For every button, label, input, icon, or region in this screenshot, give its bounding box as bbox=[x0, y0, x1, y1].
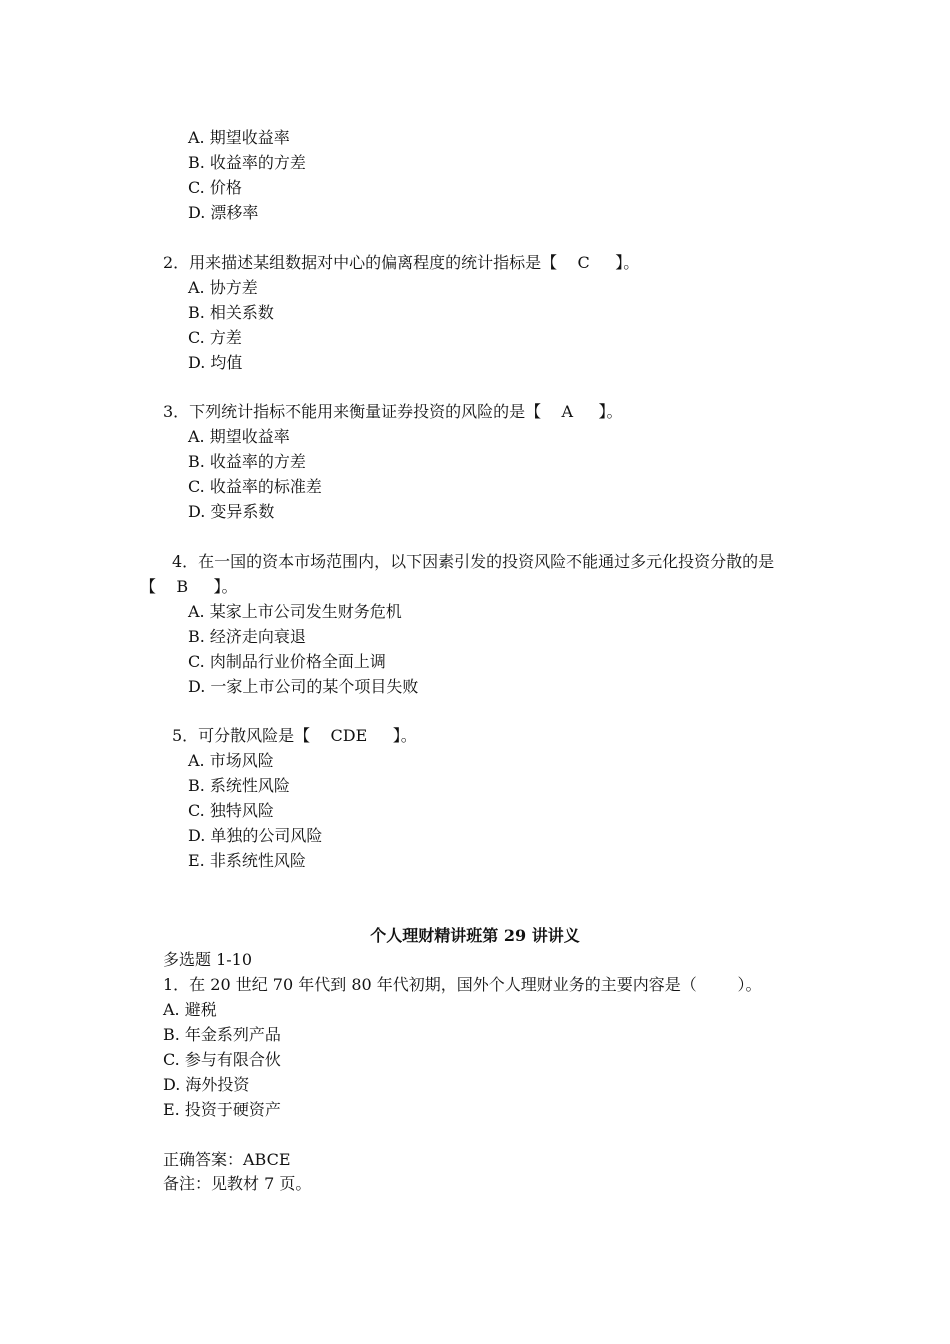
q4-option-d: D. 一家上市公司的某个项目失败 bbox=[188, 677, 419, 696]
q4-option-a: A. 某家上市公司发生财务危机 bbox=[188, 602, 402, 621]
section-title: 个人理财精讲班第 29 讲讲义 bbox=[370, 926, 580, 945]
q1-option-a: A. 期望收益率 bbox=[188, 128, 290, 147]
q3-option-a: A. 期望收益率 bbox=[188, 427, 290, 446]
q5-option-b: B. 系统性风险 bbox=[188, 776, 290, 795]
section-option-e: E. 投资于硬资产 bbox=[163, 1100, 281, 1119]
q1-option-b: B. 收益率的方差 bbox=[188, 153, 306, 172]
q2-option-d: D. 均值 bbox=[188, 353, 243, 372]
q2-option-b: B. 相关系数 bbox=[188, 303, 274, 322]
q3-option-d: D. 变异系数 bbox=[188, 502, 275, 521]
q5-option-c: C. 独特风险 bbox=[188, 801, 274, 820]
q4-stem-line1: 4．在一国的资本市场范围内，以下因素引发的投资风险不能通过多元化投资分散的是 bbox=[172, 552, 775, 571]
q3-option-b: B. 收益率的方差 bbox=[188, 452, 306, 471]
section-option-c: C. 参与有限合伙 bbox=[163, 1050, 281, 1069]
q5-option-a: A. 市场风险 bbox=[188, 751, 274, 770]
q2-option-c: C. 方差 bbox=[188, 328, 242, 347]
q5-option-d: D. 单独的公司风险 bbox=[188, 826, 323, 845]
section-option-a: A. 避税 bbox=[163, 1000, 217, 1019]
q3-stem: 3．下列统计指标不能用来衡量证券投资的风险的是【 A 】。 bbox=[163, 402, 623, 421]
q3-option-c: C. 收益率的标准差 bbox=[188, 477, 322, 496]
q2-stem: 2．用来描述某组数据对中心的偏离程度的统计指标是【 C 】。 bbox=[163, 253, 640, 272]
section-question-stem: 1．在 20 世纪 70 年代到 80 年代初期，国外个人理财业务的主要内容是（ ）。 bbox=[163, 975, 762, 994]
section-option-b: B. 年金系列产品 bbox=[163, 1025, 281, 1044]
section-option-d: D. 海外投资 bbox=[163, 1075, 250, 1094]
q5-stem: 5．可分散风险是【 CDE 】。 bbox=[172, 726, 417, 745]
correct-answer: 正确答案：ABCE bbox=[163, 1150, 291, 1169]
q4-option-b: B. 经济走向衰退 bbox=[188, 627, 306, 646]
q1-option-d: D. 漂移率 bbox=[188, 203, 259, 222]
q4-option-c: C. 肉制品行业价格全面上调 bbox=[188, 652, 386, 671]
q1-option-c: C. 价格 bbox=[188, 178, 242, 197]
answer-note: 备注：见教材 7 页。 bbox=[163, 1174, 312, 1193]
q4-stem-line2: 【 B 】。 bbox=[140, 577, 238, 596]
section-subtitle: 多选题 1-10 bbox=[163, 950, 253, 969]
q2-option-a: A. 协方差 bbox=[188, 278, 258, 297]
q5-option-e: E. 非系统性风险 bbox=[188, 851, 306, 870]
